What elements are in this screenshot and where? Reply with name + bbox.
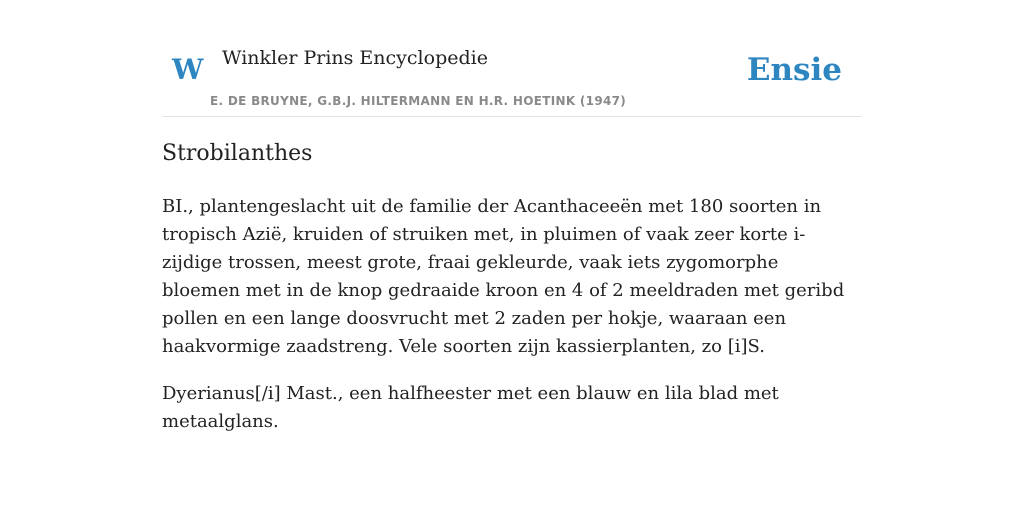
brand-logo[interactable]: Ensie — [746, 52, 842, 88]
source-authors: E. DE BRUYNE, G.B.J. HILTERMANN EN H.R. HOETINK (1947) — [210, 94, 627, 108]
article-paragraph: Dyerianus[/i] Mast., een halfheester met een blauw en lila blad met metaalglans. — [162, 383, 779, 432]
article-paragraph: BI., plantengeslacht uit de familie der Acanthaceeën met 180 soorten in tropisch Azië, kruiden of struiken met, in pluimen of vaak zeer korte i-zijdige trossen, meest grote, fraai gekleurde, vaak iets zygomorphe bloemen met in de knop gedraaide kroon en 4 of 2 meeldraden met geribd pollen en een lange doosvrucht met 2 zaden per hokje, waaraan een haakvormige zaadstreng. Vele soorten zijn kassierplanten, zo [i]S. — [162, 196, 845, 357]
source-title[interactable]: Winkler Prins Encyclopedie — [222, 47, 488, 69]
article — [162, 136, 862, 436]
source-logo[interactable]: W — [172, 53, 204, 86]
article-title: Strobilanthes — [162, 141, 313, 166]
source-header — [162, 0, 862, 117]
